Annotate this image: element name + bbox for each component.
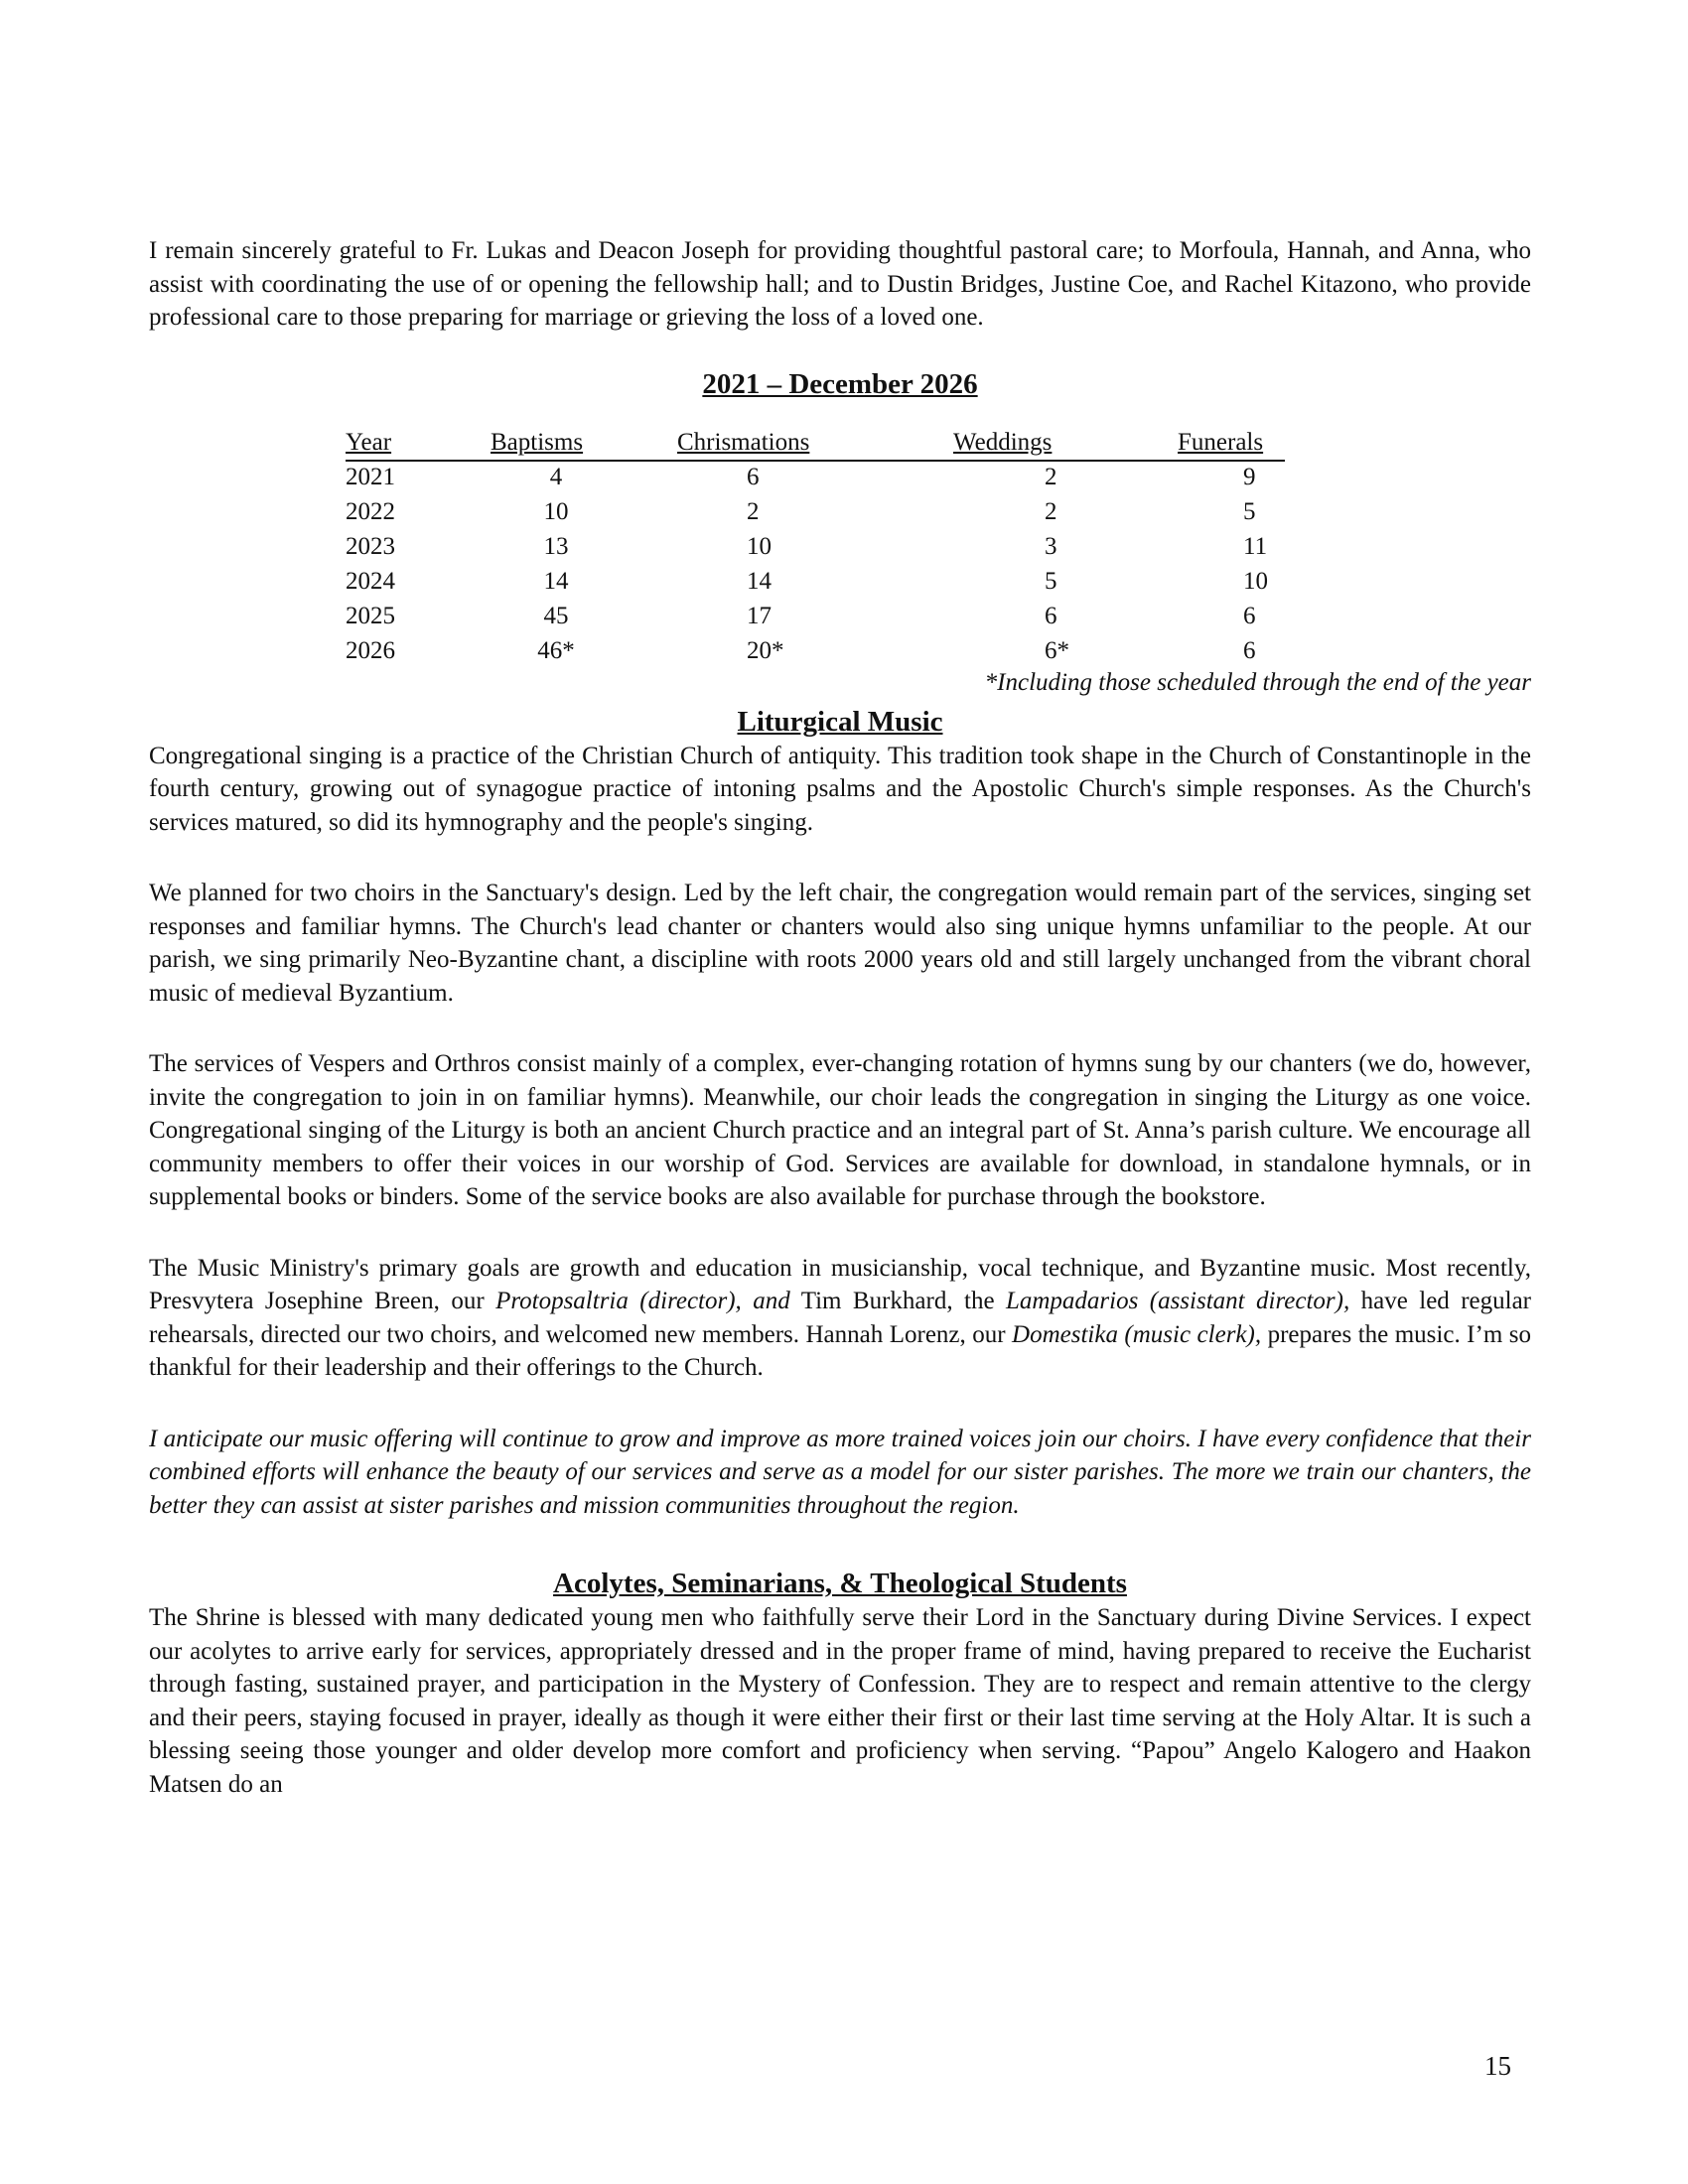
- table-row: [149, 634, 1531, 669]
- music-paragraph-5: [149, 1423, 1531, 1523]
- page-number: 15: [1484, 2051, 1511, 2081]
- music-p4-role-assistant: Lampadarios (assistant director),: [1005, 1288, 1350, 1314]
- table-header-row: Year Baptisms Chrismations Weddings Funerals: [149, 426, 1531, 461]
- music-paragraph-3: The services of Vespers and Orthros consist mainly of a complex, ever-changing rotation of hymns sung by our chanters (we do, however, invite the congregation to join in on familiar hymns). Meanwhile, our choir leads the congregation in singing the Liturgy as one voice. Congregational singing of the Liturgy is both an ancient Church practice and an integral part of St. Anna’s parish culture. We encourage all community members to offer their voices in our worship of God. Services are available for download, in standalone hymnals, or in supplemental books or binders. Some of the service books are also available for purchase through the bookstore.: [149, 1050, 1531, 1210]
- music-p4-role-clerk: Domestika (music clerk),: [1012, 1320, 1262, 1348]
- header-year: Year: [346, 428, 392, 456]
- cell-weddings-value: 2: [1045, 463, 1057, 490]
- table-footnote: *Including those scheduled through the end of the year: [984, 668, 1531, 696]
- music-p4-role-director: Protopsaltria (director), and: [495, 1288, 790, 1314]
- cell-funerals-value: 9: [1243, 463, 1256, 490]
- cell-year: 2021: [346, 463, 395, 490]
- cell-chrismations-value: 10: [747, 532, 772, 560]
- cell-weddings-value: 6*: [1045, 636, 1069, 664]
- cell-weddings-value: 2: [1045, 497, 1057, 525]
- cell-year: 2024: [346, 567, 395, 595]
- music-paragraph-4: [149, 1252, 1531, 1385]
- cell-year: 2023: [346, 532, 395, 560]
- cell-baptisms-value: 4: [549, 463, 563, 490]
- cell-chrismations-value: 14: [747, 567, 772, 595]
- cell-weddings-value: 3: [1045, 532, 1057, 560]
- music-p4-text-e: have led regular rehearsals, directed our two choirs, and welcomed new members. Hannah Lorenz, our: [149, 1288, 1532, 1348]
- cell-weddings-value: 5: [1045, 567, 1057, 595]
- cell-funerals-value: 6: [1243, 636, 1256, 664]
- music-p4-text-a: The Music Ministry's primary goals are growth and education in musicianship, vocal technique, and Byzantine music. Most recently, Presvytera Josephine Breen, our: [149, 1254, 1531, 1314]
- intro-paragraph: I remain sincerely grateful to Fr. Lukas and Deacon Joseph for providing thoughtful pastoral care; to Morfoula, Hannah, and Anna, who assist with coordinating the use of or opening the fellowship hall; and to Dustin Bridges, Justine Coe, and Rachel Kitazono, who provide professional care to those preparing for marriage or grieving the loss of a loved one.: [149, 237, 1531, 331]
- table-row: [149, 600, 1531, 634]
- cell-year: 2022: [346, 497, 395, 525]
- music-paragraph-2: We planned for two choirs in the Sanctuary's design. Led by the left chair, the congregation would remain part of the services, singing set responses and familiar hymns. The Church's lead chanter or chanters would also sing unique hymns unfamiliar to the people. At our parish, we sing primarily Neo-Byzantine chant, a discipline with roots 2000 years old and still largely unchanged from the vibrant choral music of medieval Byzantium.: [149, 880, 1531, 1007]
- cell-baptisms-value: 10: [543, 497, 569, 525]
- section-title-music: Liturgical Music: [737, 705, 943, 738]
- cell-baptisms-value: 45: [543, 602, 569, 629]
- music-p5-italic: I anticipate our music offering will continue to grow and improve as more trained voices join our choirs. I have every confidence that their combined efforts will enhance the beauty of our services and serve as a model for our sister parishes. The more we train our chanters, the better they can assist at sister parishes and mission communities throughout the region.: [149, 1425, 1531, 1519]
- cell-chrismations-value: 2: [747, 497, 760, 525]
- table-row: [149, 565, 1531, 600]
- music-paragraph-1: Congregational singing is a practice of the Christian Church of antiquity. This tradition took shape in the Church of Constantinople in the fourth century, growing out of synagogue practice of intoning psalms and the Apostolic Church's simple responses. As the Church's services matured, so did its hymnography and the people's singing.: [149, 742, 1531, 836]
- music-p4-text-g: prepares the music. I’m so thankful for their leadership and their offerings to the Church.: [149, 1320, 1531, 1381]
- acolytes-paragraph-1: The Shrine is blessed with many dedicated young men who faithfully serve their Lord in the Sanctuary during Divine Services. I expect our acolytes to arrive early for services, appropriately dressed and in the proper frame of mind, having prepared to receive the Eucharist through fasting, sustained prayer, and participation in the Mystery of Confession. They are to respect and remain attentive to the clergy and their peers, staying focused in prayer, ideally as though it were either their first or their last time serving at the Holy Altar. It is such a blessing seeing those younger and older develop more comfort and proficiency when serving. “Papou” Angelo Kalogero and Haakon Matsen do an: [149, 1604, 1531, 1798]
- music-p4-text-c: Tim Burkhard, the: [789, 1288, 1006, 1314]
- cell-funerals-value: 5: [1243, 497, 1256, 525]
- table-row: [149, 530, 1531, 565]
- page-content: [149, 234, 1531, 1801]
- cell-funerals-value: 10: [1243, 567, 1268, 595]
- cell-baptisms-value: 46*: [537, 636, 575, 664]
- stats-title: 2021 – December 2026: [702, 367, 978, 400]
- cell-weddings-value: 6: [1045, 602, 1057, 629]
- sacraments-table: [149, 426, 1531, 704]
- cell-year: 2025: [346, 602, 395, 629]
- table-row: [149, 495, 1531, 530]
- cell-year: 2026: [346, 636, 395, 664]
- cell-baptisms-value: 13: [543, 532, 569, 560]
- cell-chrismations-value: 20*: [747, 636, 784, 664]
- cell-funerals-value: 6: [1243, 602, 1256, 629]
- cell-funerals-value: 11: [1243, 532, 1268, 560]
- table-row: [149, 461, 1531, 495]
- cell-baptisms-value: 14: [543, 567, 569, 595]
- cell-chrismations-value: 17: [747, 602, 772, 629]
- cell-chrismations-value: 6: [747, 463, 760, 490]
- section-title-acolytes: Acolytes, Seminarians, & Theological Students: [553, 1568, 1127, 1599]
